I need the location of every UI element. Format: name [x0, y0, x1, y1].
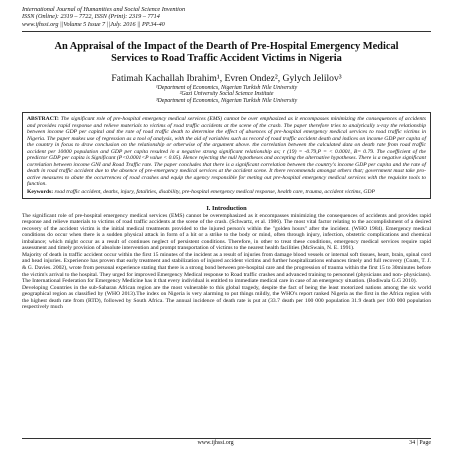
journal-issn: ISSN (Online): 2319 – 7722, ISSN (Print): 2319 – 7714 [22, 13, 160, 21]
affiliation-3: ³Department of Economics, Nigerian Turkish Nile University [155, 98, 298, 105]
journal-header [22, 6, 431, 28]
footer-row [22, 440, 431, 447]
body-paragraph: Majority of death in traffic accident occur within the first 15 minutes of the incident as a result of injuries from damage blood vessels or internal soft tissues, heart, brain, spinal cord and head injuries. Experience has proven that early treatment and stabilization of injured accident victims and further hospitalizations enhances timely and full recovery (Coats, T. J. & G. Davies. 2002), wrote from personal experience stating that there is a strong bond between pre-hospital care and the progression of trauma within the first 15 to 30minutes before the victim's arrival to the hospital. They urged for improved Emergency Medical response to Road traffic crashes and advanced training to personnel (physicians and non- physicians). The International Federation for Emergency Medicine has it that every individual is entitled to immediate medical care in case of an emergency situation. (Bodiwala G.G 2010). [22, 251, 431, 285]
page-footer [22, 438, 431, 447]
journal-name: International Journal of Humanities and Social Science Invention [22, 6, 186, 13]
header-divider [22, 31, 431, 32]
abstract-paragraph [27, 116, 426, 188]
body-paragraph: The significant role of pre-hospital emergency medical services (EMS) cannot be overemphasized as it encompasses minimizing the consequences of accidents and provides rapid response and relieve materials to victims of road traffic accidents at the scene of the crash. (Schwartz, et al. 1986). The most vital factor relating to the accomplishment of a desired recovery of the accident victim is the initial medical treatments provided to the injured person's within the "golden hours" after the incident. (WHO 1984). Emergency medical conditions do occur when there is a sudden physical attack in form of a hit or a strike to the body or mind, often through injury, infection, obstetric complications and chemical imbalance; which might occur as a result of continues neglect of persistent conditions. Therefore, in other to treat these conditions, emergency medical services require rapid assessment and timely provision of absolute intervention and prompt transportation of victims to the nearest health facilities (McSwain, N. E. 1991). [22, 212, 431, 252]
section-heading-introduction: I. Introduction [206, 204, 247, 212]
affiliation-1: ¹Department of Economics, Nigerian Turkish Nile University [155, 84, 298, 91]
abstract-label: ABSTRACT: [27, 116, 59, 123]
abstract-text: The significant role of pre-hospital emergency medical services (EMS) cannot be over emphasized as it encompasses minimizing the consequences of accidents and provides rapid response and relieve materials to victims of road traffic accidents at the scene of the crash. The paper therefore tries to analytically x-ray the relationship between income GDP per capital and the rate of road traffic death to determine the effect of absences of pre-hospital emergency medical services to road traffic victims in Nigeria. The paper makes use of regression as a tool of analysis, with the aid of variables such as record of road traffic accident death and indices on income GDP per capita of the country in focus to draw conclusion on the relationship or otherwise of the argument above. the correlation between the calculated data on death rate from road traffic accident per 10000 population and GDP per capita resulted in a negative strong significant relationship as; r (19) = -0.79,P = < 0.0001, B= 0.79. The coefficient of the predictor GDP per capita is Significant (P<0.0001<P value < 0.05). Hence rejecting the null hypotheses and accepting the alternative hypotheses. There is a negative significant correlation between income GNI and Road Traffic rate. The paper concludes that there is a significant correlation between the country's income GDP per capita and the rate of death in road traffic accident due to the absence of pre-emergency medical services at the accident scene. It there recommends amongst others that; government must take pro-active measures to abate the occurrences of road crashes and equip the agency responsible for meting out pre-hospital emergency medical services with the requisite tools to function. [27, 116, 426, 188]
footer-url-link[interactable]: www.ijhssi.org [197, 440, 234, 446]
journal-volume: www.ijhssi.org ||Volume 5 Issue 7 ||July. 2016 || PP.34-40 [22, 20, 165, 28]
author-list: Fatimah Kachallah Ibrahim¹, Evren Ondez², Gylych Jelilov³ [111, 72, 342, 84]
page-number: 34 | Page [409, 440, 431, 446]
keywords-paragraph [27, 189, 426, 196]
introduction-body [22, 213, 431, 311]
footer-divider [22, 438, 431, 439]
affiliation-2: ²Gazi University Social Science Institute [179, 91, 274, 98]
body-paragraph: Developing Countries in the sub-Saharan African region are the most vulnerable to this global tragedy, despite the fact of being the least motorized nations among the six world geographical region as classified by (WHO 2013).The index on Nigeria is very alarming to put things mildly, the WHO's report ranked Nigeria as the first in the Africa region with the highest death rate from (RTD), followed by South Africa. The annual incidence of death rate is put at (33.7 death per 100 000 population 31.9 death per 100 000 population respectively much [22, 284, 431, 311]
keywords-label: Keywords: [27, 189, 54, 196]
paper-title: An Appraisal of the Impact of the Dearth of Pre-Hospital Emergency Medical Services to Road Traffic Accident Victims in Nigeria [54, 41, 399, 65]
keywords-text: road traffic accident, deaths, injury, fatalities, disability, pre-hospital emergency medical response, health care, trauma, accident victims, GDP [54, 189, 375, 196]
abstract-box [22, 112, 431, 199]
